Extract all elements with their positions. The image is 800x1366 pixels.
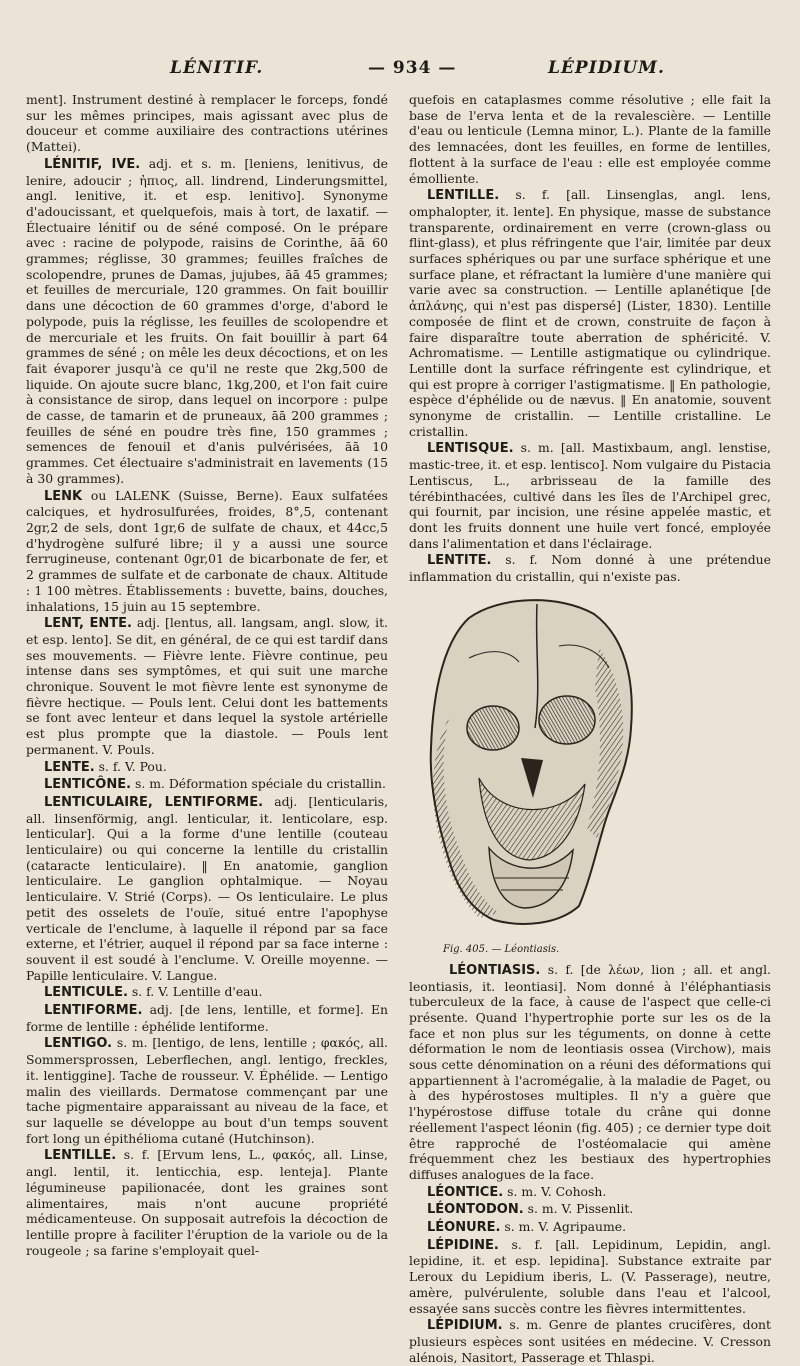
figure-leontiasis bbox=[409, 588, 647, 960]
headword: LÉONTIASIS. bbox=[449, 962, 541, 978]
entry-leonure: LÉONURE. s. m. V. Agripaume. bbox=[427, 1219, 627, 1236]
entry-leontiasis: Fig. 405. — Léontiasis. LÉONTIASIS. s. f. [de λέων, lion ; all. et angl. leontiasis, it. leontiasi]. Nom donné à l'éléphantiasis tuberculeux de la face, à cause de l'aspect que celle-ci présente. Quand l'hypertrophie porte sur les os de la face et non plus sur les téguments, on donne à cette déformation le nom de leontiasis ossea (Virchow), mais sous cette dénomination on a réuni des déformations qui appartiennent à l'acromégalie, à la maladie de Paget, ou à des hypérostoses multiples. Il n'y a guère que l'hypérostose diffuse totale du crâne qui donne réellement l'aspect léonin (fig. 405) ; ce dernier type doit être rapproché de l'ostéomalacie qui amène fréquemment chez les bestiaux des hypertrophies diffuses analogues de la face. bbox=[409, 586, 771, 1183]
headword: LÉONTODON. bbox=[427, 1202, 524, 1218]
header-left-word: LÉNITIF. bbox=[170, 58, 264, 78]
entry-lentiforme: LENTIFORME. adj. [de lens, lentille, et forme]. En forme de lentille : éphélide lentiforme. bbox=[26, 1002, 388, 1034]
entry-lentite: LENTITE. s. f. Nom donné à une prétendue inflammation du cristallin, qui n'existe pas. bbox=[409, 552, 771, 585]
entry-leontice: LÉONTICE. s. m. V. Cohosh. bbox=[427, 1183, 607, 1200]
entry-lentisque: LENTISQUE. s. m. [all. Mastixbaum, angl. lenstise, mastic-tree, it. et esp. lentisco]. Nom vulgaire du Pistacia Lentiscus, L., arbrisseau de la famille des térébinthacées, cultivé dans les îles de l'Archipel grec, qui fournit, par incision, une résine appelée mastic, et dont les fruits donnent une huile vert foncé, employée dans l'alimentation et dans l'éclairage. bbox=[409, 440, 771, 551]
figure-caption: Fig. 405. — Léontiasis. bbox=[443, 943, 560, 955]
entry-lentigo: LENTIGO. s. m. [lentigo, de lens, lentille ; φακός, all. Sommersprossen, Leberflechen, angl. lentigo, freckles, it. lentiggine]. Tache de rousseur. V. Éphélide. — Lentigo malin des vieillards. Dermatose commençant par une tache pigmentaire apparaissant au niveau de la face, et sur laquelle se développe au bout d'un temps souvent fort long un épithélioma cutané (Hutchinson). bbox=[26, 1035, 388, 1146]
entry-lepidium: LÉPIDIUM. s. m. Genre de plantes crucifères, dont plusieurs espèces sont usitées en médecine. V. Cresson alénois, Nasitort, Passerage et Thlaspi. bbox=[409, 1317, 771, 1365]
headword: LENTITE. bbox=[427, 553, 492, 569]
headword: LENT, ENTE. bbox=[44, 616, 132, 632]
left-column bbox=[26, 92, 388, 1259]
headword: LÉPIDINE. bbox=[427, 1237, 499, 1253]
headword: LÉPIDIUM. bbox=[427, 1318, 503, 1334]
entry-lenitif: LÉNITIF, IVE. adj. et s. m. [leniens, lenitivus, de lenire, adoucir ; ἠπιος, all. lindrend, Linderungsmittel, angl. lenitive, it. et esp. lenitivo]. Synonyme d'adoucissant, et quelquefois, mais à tort, de laxatif. — Électuaire lénitif ou de séné composé. On le prépare avec : racine de polypode, raisins de Corinthe, āā 60 grammes; réglisse, 30 grammes; feuilles fraîches de scolopendre, prunes de Damas, jujubes, āā 45 grammes; et feuilles de mercuriale, 120 grammes. On fait bouillir dans une décoction de 60 grammes d'orge, d'abord le polypode, puis la réglisse, les feuilles de scolopendre et de mercuriale et les fruits. On fait bouillir à part 64 grammes de séné ; on mêle les deux décoctions, et on les fait évaporer jusqu'à ce qu'il ne reste que 2kg,500 de liquide. On ajoute sucre blanc, 1kg,200, et l'on fait cuire à consistance de sirop, dans lequel on incorpore : pulpe de casse, de tamarin et de pruneaux, āā 200 grammes ; feuilles de séné en poudre très fine, 150 grammes ; semences de fenouil et d'anis pulvérisées, āā 10 grammes. Cet électuaire s'administrait en lavements (15 à 30 grammes). bbox=[26, 155, 389, 486]
entry-lenticone: LENTICÔNE. s. m. Déformation spéciale du cristallin. bbox=[44, 776, 386, 793]
headword: LENTIFORME. bbox=[44, 1003, 143, 1019]
running-header bbox=[0, 58, 800, 84]
entry-leontodon: LÉONTODON. s. m. V. Pissenlit. bbox=[427, 1201, 634, 1218]
headword: LÉNITIF, IVE. bbox=[44, 156, 141, 172]
headword: LENTICÔNE. bbox=[44, 777, 132, 793]
right-column bbox=[409, 92, 771, 1366]
header-right-word: LÉPIDIUM. bbox=[548, 58, 665, 78]
skull-illustration bbox=[409, 588, 647, 938]
entry-continuation: ment]. Instrument destiné à remplacer le forceps, fondé sur les mêmes principes, mais agissant avec plus de douceur et comme auxiliaire des contractions utérines (Mattei). bbox=[26, 92, 388, 155]
entry-lentille-plante: LENTILLE. s. f. [Ervum lens, L., φακός, all. Linse, angl. lentil, it. lenticchia, esp. lenteja]. Plante légumineuse papilionacée, dont les graines sont alimentaires, mais n'ont aucune propriété médicamenteuse. On supposait autrefois la décoction de lentille propre à faciliter l'éruption de la variole ou de la rougeole ; sa farine s'employait quel- bbox=[26, 1147, 388, 1258]
headword: LÉONTICE. bbox=[427, 1184, 504, 1200]
page-number: — 934 — bbox=[368, 58, 457, 78]
entry-lepidine: LÉPIDINE. s. f. [all. Lepidinum, Lepidin, angl. lepidine, it. et esp. lepidina]. Substance extraite par Leroux du Lepidium iberis, L. (V. Passerage), neutre, amère, pulvérulente, soluble dans l'eau et l'alcool, essayée sans succès contre les fièvres intermittentes. bbox=[409, 1236, 771, 1316]
entry-lenk: LENK ou LALENK (Suisse, Berne). Eaux sulfatées calciques, et hydrosulfurées, froides, 8°,5, contenant 2gr,2 de sels, dont 1gr,6 de sulfate de chaux, et 44cc,5 d'hydrogène sulfuré libre; il y a aussi une source ferrugineuse, contenant 0gr,01 de bicarbonate de fer, et 2 grammes de sulfate et de carbonate de chaux. Altitude : 1 100 mètres. Établissements : buvette, bains, douches, inhalations, 15 juin au 15 septembre. bbox=[26, 487, 388, 614]
headword: LENTICULAIRE, LENTIFORME. bbox=[44, 794, 264, 810]
entry-lent: LENT, ENTE. adj. [lentus, all. langsam, angl. slow, it. et esp. lento]. Se dit, en général, de ce qui est tardif dans ses mouvements. — Fièvre lente. Fièvre continue, peu intense dans ses symptômes, et qui suit une marche chronique. Souvent le mot fièvre lente est synonyme de fièvre hectique. — Pouls lent. Celui dont les battements se font avec lenteur et dans lequel la systole artérielle est plus prompte que la diastole. — Pouls lent permanent. V. Pouls. bbox=[26, 615, 388, 757]
entry-continuation: quefois en cataplasmes comme résolutive ; elle fait la base de l'erva lenta et de la revalescière. — Lentille d'eau ou lenticule (Lemna minor, L.). Plante de la famille des lemnacées, dont les feuilles, en forme de lentilles, flottent à la surface de l'eau : elle est employée comme émolliente. bbox=[409, 92, 771, 186]
headword: LENTIGO. bbox=[44, 1036, 113, 1052]
entry-lenticule: LENTICULE. s. f. V. Lentille d'eau. bbox=[44, 984, 263, 1001]
entry-lenticulaire: LENTICULAIRE, LENTIFORME. adj. [lenticularis, all. linsenförmig, angl. lenticular, it. lenticolare, esp. lenticular]. Qui a la forme d'une lentille (couteau lenticulaire) ou qui concerne la lentille du cristallin (cataracte lenticulaire). ‖ En anatomie, ganglion lenticulaire. Le ganglion ophtalmique. — Noyau lenticulaire. V. Strié (Corps). — Os lenticulaire. Le plus petit des osselets de l'ouïe, situé entre l'apophyse verticale de l'enclume, à laquelle il répond par sa face externe, et l'étrier, auquel il répond par sa face interne : souvent il est soudé à l'enclume. V. Oreille moyenne. — Papille lenticulaire. V. Langue. bbox=[26, 793, 389, 983]
headword: LENTILLE. bbox=[44, 1148, 117, 1164]
headword: LENTISQUE. bbox=[427, 441, 514, 457]
headword: LENTILLE. bbox=[427, 188, 500, 204]
entry-lentille-optique: LENTILLE. s. f. [all. Linsenglas, angl. lens, omphalopter, it. lente]. En physique, masse de substance transparente, ordinairement en verre (crown-glass ou flint-glass), et plus réfringente que l'air, limitée par deux surfaces sphériques ou par une surface sphérique et une surface plane, et réfractant la lumière d'une manière qui varie avec sa construction. — Lentille aplanétique [de ἀπλάνης, qui n'est pas dispersé] (Lister, 1830). Lentille composée de flint et de crown, construite de façon à faire disparaître toute aberration de sphéricité. V. Achromatisme. — Lentille astigmatique ou cylindrique. Lentille dont la surface réfringente est cylindrique, et qui est propre à corriger l'astigmatisme. ‖ En pathologie, espèce d'éphélide ou de nævus. ‖ En anatomie, souvent synonyme de cristallin. — Lentille cristalline. Le cristallin. bbox=[409, 187, 771, 439]
headword: LENTE. bbox=[44, 759, 95, 775]
entry-lente: LENTE. s. f. V. Pou. bbox=[44, 758, 167, 775]
headword: LENK bbox=[44, 488, 83, 504]
headword: LÉONURE. bbox=[427, 1220, 501, 1236]
headword: LENTICULE. bbox=[44, 985, 128, 1001]
